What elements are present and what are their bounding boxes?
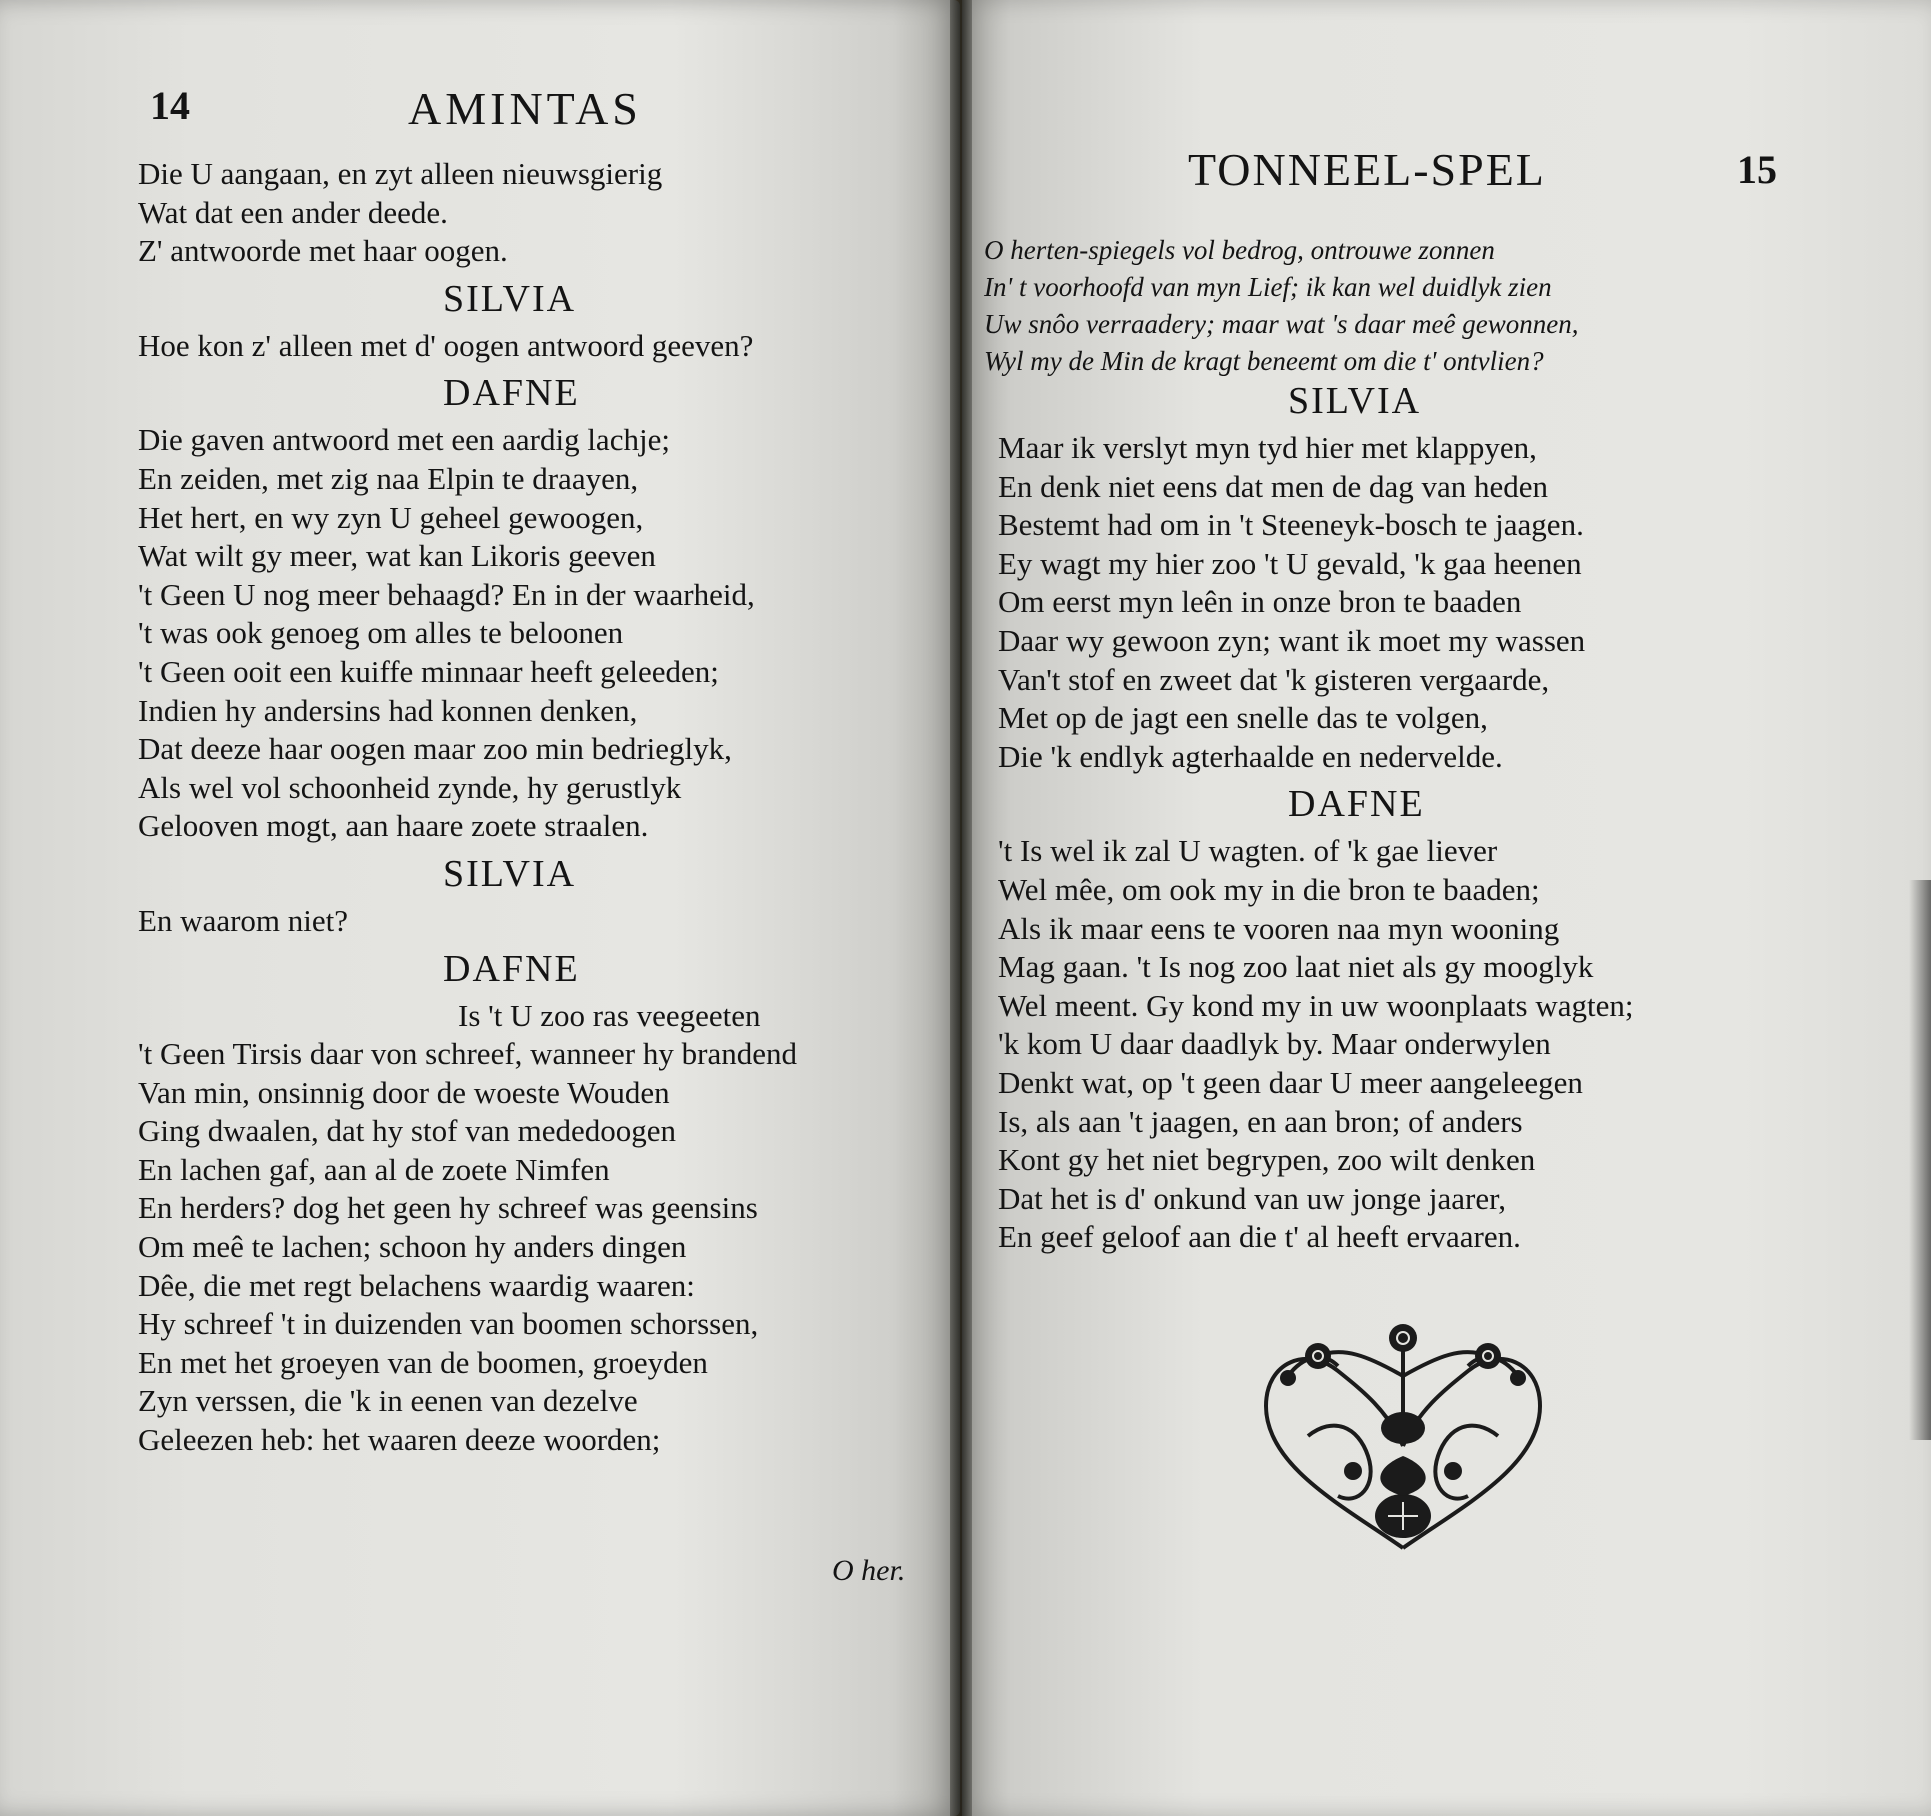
right-page-text	[998, 373, 1633, 1257]
text-line: Geleezen heb: het waaren deeze woorden;	[138, 1422, 661, 1458]
text-line: Gelooven mogt, aan haare zoete straalen.	[138, 808, 649, 844]
verse-quotation	[984, 232, 1578, 380]
text-line: Kont gy het niet begrypen, zoo wilt denken	[998, 1142, 1536, 1178]
text-line: En zeiden, met zig naa Elpin te draayen,	[138, 460, 639, 496]
text-line: Is 't U zoo ras veegeeten	[458, 997, 761, 1033]
page-number-left: 14	[150, 83, 190, 128]
text-line: Wat wilt gy meer, wat kan Likoris geeven	[138, 538, 656, 574]
text-line: Bestemt had om in 't Steeneyk-bosch te jaagen.	[998, 507, 1584, 543]
speaker-heading: DAFNE	[443, 372, 580, 415]
text-line: Is, als aan 't jaagen, en aan bron; of anders	[998, 1103, 1523, 1139]
text-line: Hy schreef 't in duizenden van boomen schorssen,	[138, 1306, 759, 1342]
text-line: Dêe, die met regt belachens waardig waaren:	[138, 1267, 695, 1303]
text-line: 't was ook genoeg om alles te beloonen	[138, 615, 624, 651]
verse-line: O herten-spiegels vol bedrog, ontrouwe zonnen	[984, 235, 1495, 265]
text-line: Wel meent. Gy kond my in uw woonplaats wagten;	[998, 987, 1634, 1023]
text-line: En herders? dog het geen hy schreef was geensins	[138, 1190, 758, 1226]
text-line: Ey wagt my hier zoo 't U gevald, 'k gaa heenen	[998, 545, 1582, 581]
running-head-left: AMINTAS	[408, 83, 642, 134]
text-line: Als ik maar eens te vooren naa myn wooning	[998, 910, 1560, 946]
text-line: 'k kom U daar daadlyk by. Maar onderwylen	[998, 1026, 1551, 1062]
text-line: Die 'k endlyk agterhaalde en nedervelde.	[998, 738, 1503, 774]
text-line: Van min, onsinnig door de woeste Wouden	[138, 1074, 670, 1110]
next-page-edge	[1909, 880, 1931, 1440]
text-line: 't Geen ooit een kuiffe minnaar heeft geleeden;	[138, 653, 719, 689]
text-line: Van't stof en zweet dat 'k gisteren vergaarde,	[998, 661, 1550, 697]
text-line: Denkt wat, op 't geen daar U meer aangeleegen	[998, 1064, 1583, 1100]
speaker-heading: SILVIA	[443, 277, 577, 320]
verse-line: Wyl my de Min de kragt beneemt om die t' ontvlien?	[984, 346, 1544, 376]
running-head-right: TONNEEL-SPEL	[1188, 144, 1546, 195]
speaker-heading: SILVIA	[443, 852, 577, 895]
text-line: Mag gaan. 't Is nog zoo laat niet als gy mooglyk	[998, 949, 1594, 985]
speaker-heading: DAFNE	[1288, 783, 1425, 826]
text-line: En geef geloof aan die t' al heeft ervaaren.	[998, 1219, 1521, 1255]
book-gutter	[950, 0, 972, 1816]
text-line: En met het groeyen van de boomen, groeyden	[138, 1344, 708, 1380]
text-line: Z' antwoorde met haar oogen.	[138, 233, 508, 269]
text-line: 't Geen Tirsis daar von schreef, wanneer hy brandend	[138, 1036, 797, 1072]
text-line: Wat dat een ander deede.	[138, 194, 448, 230]
text-line: Wel mêe, om ook my in die bron te baaden;	[998, 871, 1540, 907]
left-page-text	[138, 155, 797, 1460]
floral-heart-vignette-icon	[1248, 1316, 1558, 1556]
catchword: O her.	[832, 1554, 906, 1587]
text-line: Dat deeze haar oogen maar zoo min bedrieglyk,	[138, 731, 732, 767]
speaker-heading: DAFNE	[443, 947, 580, 990]
text-line: Die gaven antwoord met een aardig lachje;	[138, 422, 670, 458]
text-line: Hoe kon z' alleen met d' oogen antwoord geeven?	[138, 327, 754, 363]
text-line: Om meê te lachen; schoon hy anders dingen	[138, 1229, 687, 1265]
text-line: Dat het is d' onkund van uw jonge jaarer,	[998, 1180, 1506, 1216]
text-line: Die U aangaan, en zyt alleen nieuwsgierig	[138, 156, 663, 191]
text-line: Het hert, en wy zyn U geheel gewoogen,	[138, 499, 644, 535]
text-line: Met op de jagt een snelle das te volgen,	[998, 700, 1488, 736]
text-line: En denk niet eens dat men de dag van heden	[998, 468, 1549, 504]
speaker-heading: SILVIA	[1288, 380, 1422, 422]
text-line: Als wel vol schoonheid zynde, hy gerustlyk	[138, 769, 682, 805]
text-line: Maar ik verslyt myn tyd hier met klappyen,	[998, 430, 1537, 465]
text-line: En waarom niet?	[138, 902, 349, 938]
text-line: Zyn verssen, die 'k in eenen van dezelve	[138, 1383, 638, 1419]
text-line: En lachen gaf, aan al de zoete Nimfen	[138, 1151, 610, 1187]
text-line: 't Geen U nog meer behaagd? En in der waarheid,	[138, 576, 755, 612]
text-line: Ging dwaalen, dat hy stof van mededoogen	[138, 1113, 677, 1149]
text-line: Daar wy gewoon zyn; want ik moet my wassen	[998, 622, 1586, 658]
left-page	[0, 0, 960, 1816]
verse-line: Uw snôo verraadery; maar wat 's daar meê gewonnen,	[984, 309, 1579, 339]
verse-line: In' t voorhoofd van myn Lief; ik kan wel duidlyk zien	[984, 272, 1552, 302]
text-line: 't Is wel ik zal U wagten. of 'k gae liever	[998, 833, 1498, 869]
text-line: Om eerst myn leên in onze bron te baaden	[998, 584, 1522, 620]
text-line: Indien hy andersins had konnen denken,	[138, 692, 638, 728]
page-number-right: 15	[1737, 147, 1777, 192]
